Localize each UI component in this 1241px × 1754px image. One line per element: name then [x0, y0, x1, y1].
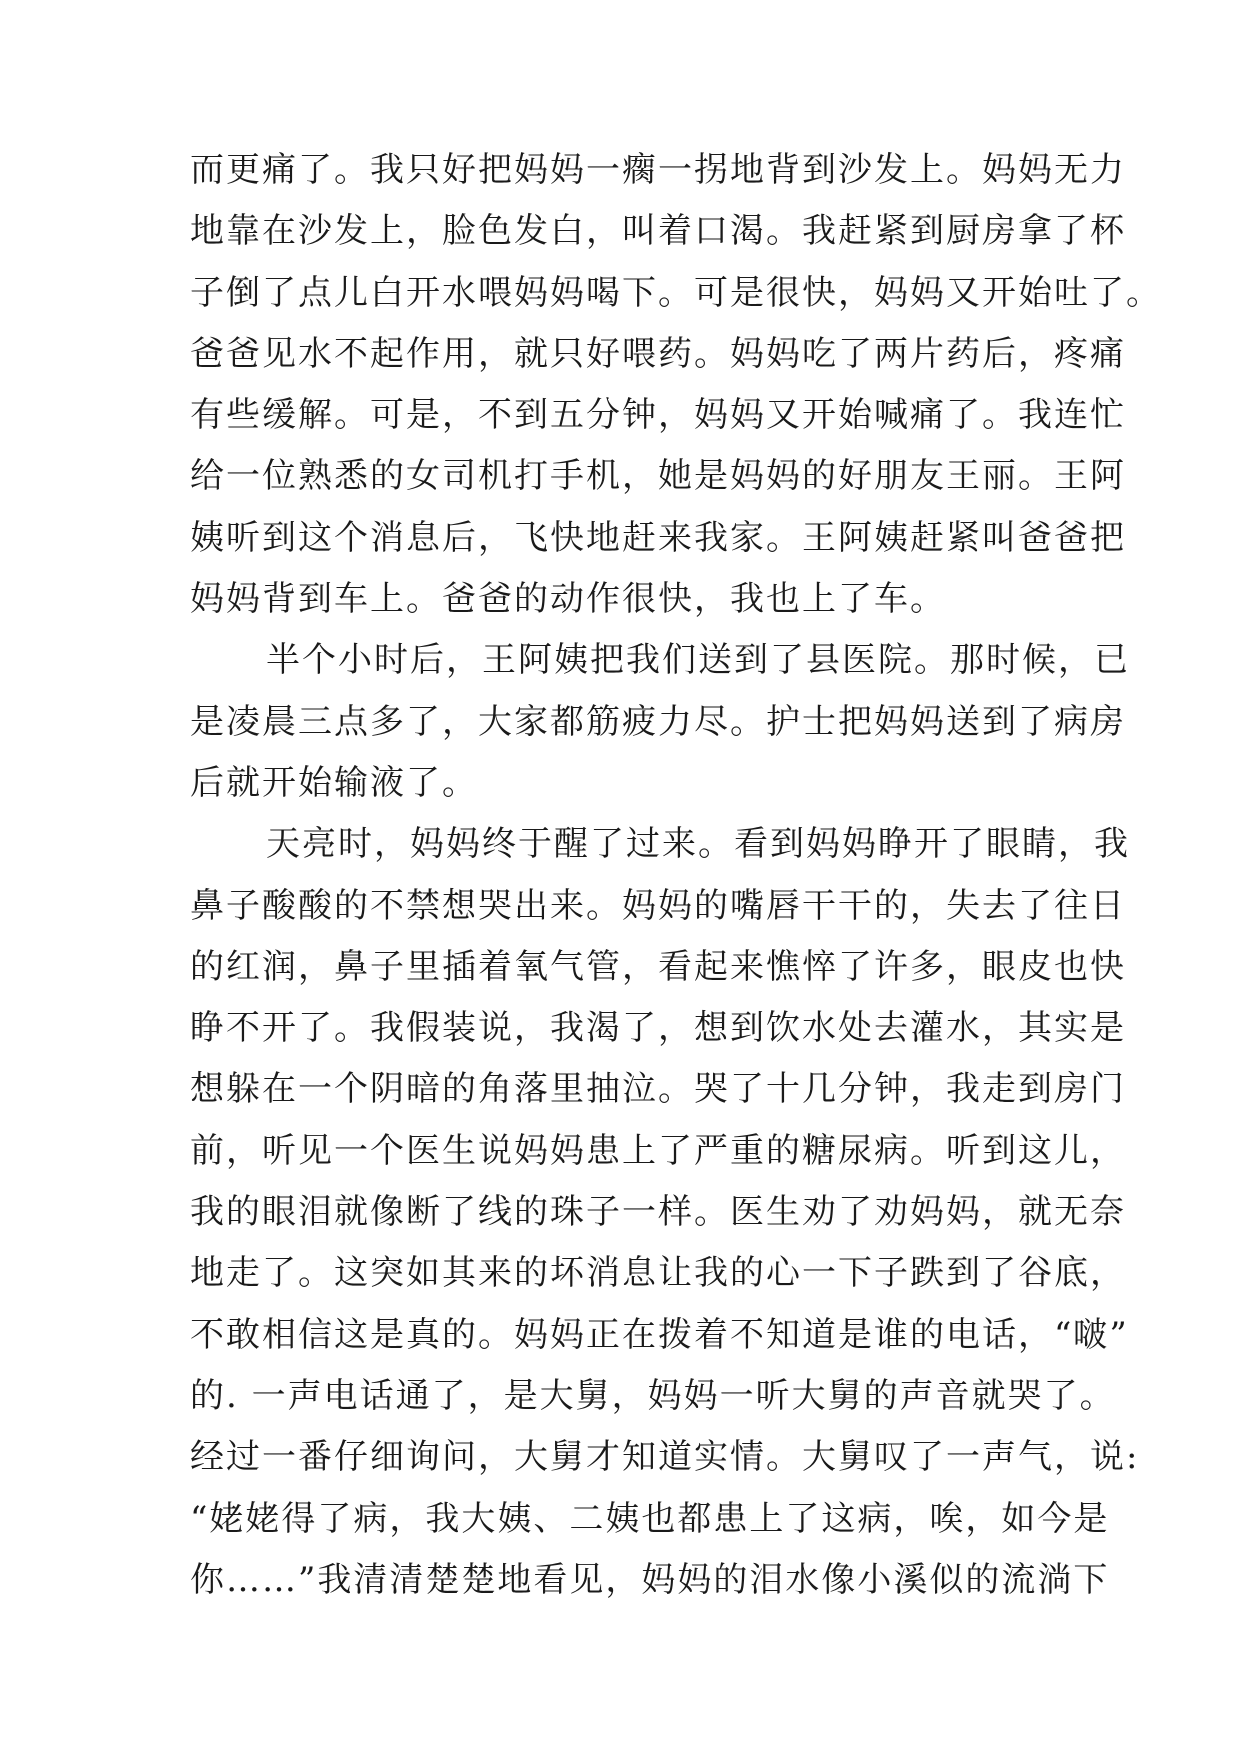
text-line: 想躲在一个阴暗的角落里抽泣。哭了十几分钟，我走到房门 — [190, 1069, 1126, 1110]
text-line: 睁不开了。我假装说，我渴了，想到饮水处去灌水，其实是 — [190, 1008, 1126, 1049]
text-line: 而更痛了。我只好把妈妈一瘸一拐地背到沙发上。妈妈无力 — [190, 150, 1126, 190]
text-line: 经过一番仔细询问，大舅才知道实情。大舅叹了一声气，说: — [190, 1437, 1140, 1478]
text-line: 子倒了点儿白开水喂妈妈喝下。可是很快，妈妈又开始吐了。 — [190, 272, 1162, 313]
text-line: 不敢相信这是真的。妈妈正在拨着不知道是谁的电话，“啵” — [190, 1314, 1129, 1355]
text-line: 是凌晨三点多了，大家都筋疲力尽。护士把妈妈送到了病房 — [190, 701, 1126, 742]
text-line: 妈妈背到车上。爸爸的动作很快，我也上了车。 — [190, 579, 946, 620]
text-line: 鼻子酸酸的不禁想哭出来。妈妈的嘴唇干干的，失去了往日 — [190, 885, 1126, 926]
text-line: 姨听到这个消息后，飞快地赶来我家。王阿姨赶紧叫爸爸把 — [190, 517, 1126, 558]
text-line: 的. 一声电话通了，是大舅，妈妈一听大舅的声音就哭了。 — [190, 1375, 1116, 1416]
paragraph-start-line: 天亮时，妈妈终于醒了过来。看到妈妈睁开了眼睛，我 — [266, 824, 1130, 865]
text-line: 你……”我清清楚楚地看见，妈妈的泪水像小溪似的流淌下 — [190, 1559, 1110, 1600]
text-line: 后就开始输液了。 — [190, 762, 478, 803]
text-line: 给一位熟悉的女司机打手机，她是妈妈的好朋友王丽。王阿 — [190, 456, 1126, 497]
body-text — [190, 140, 1162, 1611]
text-line: 地走了。这突如其来的坏消息让我的心一下子跌到了谷底， — [190, 1253, 1126, 1294]
text-line: 的红润，鼻子里插着氧气管，看起来憔悴了许多，眼皮也快 — [190, 946, 1126, 987]
text-line: 爸爸见水不起作用，就只好喂药。妈妈吃了两片药后，疼痛 — [190, 333, 1126, 374]
text-line: 我的眼泪就像断了线的珠子一样。医生劝了劝妈妈，就无奈 — [190, 1192, 1126, 1233]
text-line: 前，听见一个医生说妈妈患上了严重的糖尿病。听到这儿， — [190, 1130, 1126, 1171]
text-line: 地靠在沙发上，脸色发白，叫着口渴。我赶紧到厨房拿了杯 — [190, 211, 1126, 252]
text-line: 有些缓解。可是，不到五分钟，妈妈又开始喊痛了。我连忙 — [190, 395, 1126, 436]
text-line: “姥姥得了病，我大姨、二姨也都患上了这病，唉，如今是 — [190, 1498, 1110, 1539]
paragraph-start-line: 半个小时后，王阿姨把我们送到了县医院。那时候，已 — [266, 640, 1130, 681]
